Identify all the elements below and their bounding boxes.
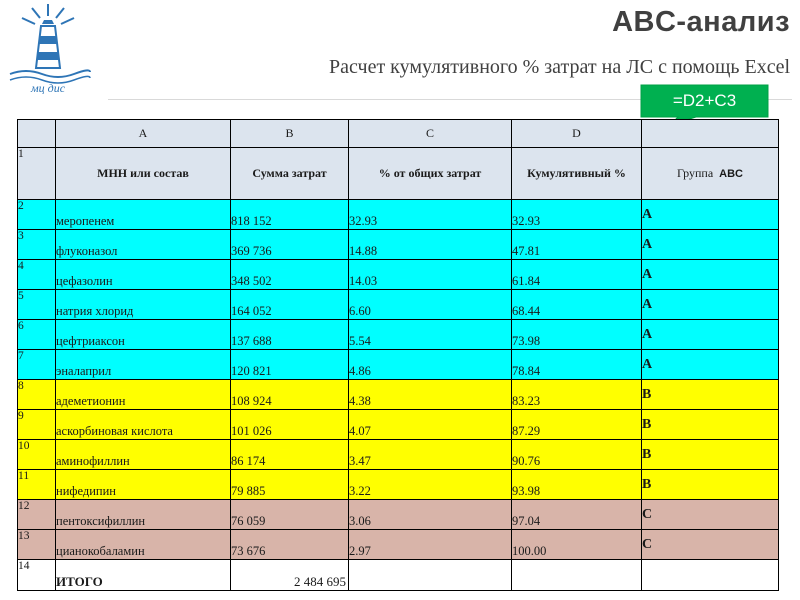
total-sum[interactable]: 2 484 695 <box>231 560 349 591</box>
cell-name[interactable]: цианокобаламин <box>56 530 231 560</box>
cell-pct[interactable]: 14.88 <box>349 230 512 260</box>
cell-group[interactable]: A <box>642 200 779 230</box>
cell-sum[interactable]: 101 026 <box>231 410 349 440</box>
table-row <box>18 290 779 320</box>
total-label[interactable]: ИТОГО <box>56 560 231 591</box>
cell-cum[interactable]: 47.81 <box>512 230 642 260</box>
cell-name[interactable]: адеметионин <box>56 380 231 410</box>
column-header[interactable] <box>18 120 56 148</box>
row-number[interactable]: 1 <box>18 148 56 200</box>
column-header-row <box>18 120 779 148</box>
header-group-prefix: Группа <box>676 166 714 180</box>
table-row <box>18 200 779 230</box>
cell-cum[interactable]: 100.00 <box>512 530 642 560</box>
cell-name[interactable]: флуконазол <box>56 230 231 260</box>
cell-pct[interactable]: 3.47 <box>349 440 512 470</box>
column-header[interactable] <box>642 120 779 148</box>
empty-cell[interactable] <box>512 560 642 591</box>
cell-cum[interactable]: 93.98 <box>512 470 642 500</box>
table-row <box>18 440 779 470</box>
cell-name[interactable]: цефтриаксон <box>56 320 231 350</box>
total-row <box>18 560 779 591</box>
cell-cum[interactable]: 83.23 <box>512 380 642 410</box>
field-header-row <box>18 148 779 200</box>
table-row <box>18 530 779 560</box>
cell-group[interactable]: B <box>642 470 779 500</box>
cell-cum[interactable]: 32.93 <box>512 200 642 230</box>
row-number[interactable]: 4 <box>18 260 56 290</box>
cell-sum[interactable]: 137 688 <box>231 320 349 350</box>
cell-name[interactable]: меропенем <box>56 200 231 230</box>
cell-sum[interactable]: 76 059 <box>231 500 349 530</box>
cell-pct[interactable]: 5.54 <box>349 320 512 350</box>
table-row <box>18 350 779 380</box>
table-row <box>18 380 779 410</box>
header-sum[interactable]: Сумма затрат <box>231 148 349 200</box>
header-mnn[interactable]: МНН или состав <box>56 148 231 200</box>
table-row <box>18 230 779 260</box>
column-header[interactable]: A <box>56 120 231 148</box>
cell-sum[interactable]: 120 821 <box>231 350 349 380</box>
cell-name[interactable]: нифедипин <box>56 470 231 500</box>
column-header[interactable]: C <box>349 120 512 148</box>
cell-name[interactable]: аминофиллин <box>56 440 231 470</box>
cell-sum[interactable]: 348 502 <box>231 260 349 290</box>
cell-sum[interactable]: 73 676 <box>231 530 349 560</box>
row-number[interactable]: 2 <box>18 200 56 230</box>
cell-group[interactable]: B <box>642 380 779 410</box>
cell-group[interactable]: A <box>642 230 779 260</box>
cell-group[interactable]: B <box>642 440 779 470</box>
table-row <box>18 410 779 440</box>
cell-pct[interactable]: 4.38 <box>349 380 512 410</box>
header-group-suffix: ABC <box>719 168 744 180</box>
logo-text: мц дис <box>30 81 66 94</box>
cell-pct[interactable]: 4.07 <box>349 410 512 440</box>
cell-name[interactable]: натрия хлорид <box>56 290 231 320</box>
row-number[interactable]: 13 <box>18 530 56 560</box>
cell-name[interactable]: пентоксифиллин <box>56 500 231 530</box>
column-header[interactable]: B <box>231 120 349 148</box>
cell-pct[interactable]: 14.03 <box>349 260 512 290</box>
cell-cum[interactable]: 78.84 <box>512 350 642 380</box>
cell-group[interactable]: C <box>642 500 779 530</box>
table-row <box>18 320 779 350</box>
cell-pct[interactable]: 32.93 <box>349 200 512 230</box>
cell-name[interactable]: аскорбиновая кислота <box>56 410 231 440</box>
row-number[interactable]: 11 <box>18 470 56 500</box>
cell-pct[interactable]: 6.60 <box>349 290 512 320</box>
empty-cell[interactable] <box>349 560 512 591</box>
row-number[interactable]: 3 <box>18 230 56 260</box>
abc-table <box>17 119 779 591</box>
empty-cell[interactable] <box>642 560 779 591</box>
table-row <box>18 500 779 530</box>
cell-group[interactable]: A <box>642 260 779 290</box>
cell-sum[interactable]: 86 174 <box>231 440 349 470</box>
slide-subtitle: Расчет кумулятивного % затрат на ЛС с помощь Excel <box>329 56 790 78</box>
row-number[interactable]: 5 <box>18 290 56 320</box>
cell-cum[interactable]: 61.84 <box>512 260 642 290</box>
row-number[interactable]: 12 <box>18 500 56 530</box>
slide-title: ABC-анализ <box>612 6 790 38</box>
cell-sum[interactable]: 164 052 <box>231 290 349 320</box>
cell-cum[interactable]: 87.29 <box>512 410 642 440</box>
table-row <box>18 470 779 500</box>
row-number[interactable]: 8 <box>18 380 56 410</box>
cell-pct[interactable]: 2.97 <box>349 530 512 560</box>
cell-cum[interactable]: 90.76 <box>512 440 642 470</box>
cell-group[interactable]: B <box>642 410 779 440</box>
cell-name[interactable]: цефазолин <box>56 260 231 290</box>
cell-group[interactable]: A <box>642 290 779 320</box>
lighthouse-logo <box>2 2 94 94</box>
cell-pct[interactable]: 3.22 <box>349 470 512 500</box>
cell-group[interactable]: A <box>642 320 779 350</box>
row-number[interactable]: 9 <box>18 410 56 440</box>
cell-group[interactable]: C <box>642 530 779 560</box>
cell-pct[interactable]: 4.86 <box>349 350 512 380</box>
cell-name[interactable]: эналаприл <box>56 350 231 380</box>
cell-group[interactable]: A <box>642 350 779 380</box>
table-row <box>18 260 779 290</box>
row-number[interactable]: 6 <box>18 320 56 350</box>
header-group[interactable] <box>642 148 779 200</box>
header-cum[interactable]: Кумулятивный % <box>512 148 642 200</box>
cell-sum[interactable]: 818 152 <box>231 200 349 230</box>
row-number[interactable]: 14 <box>18 560 56 591</box>
cell-sum[interactable]: 79 885 <box>231 470 349 500</box>
header-pct[interactable]: % от общих затрат <box>349 148 512 200</box>
cell-sum[interactable]: 108 924 <box>231 380 349 410</box>
formula-callout: =D2+C3 <box>672 91 737 110</box>
column-header[interactable]: D <box>512 120 642 148</box>
row-number[interactable]: 7 <box>18 350 56 380</box>
cell-cum[interactable]: 97.04 <box>512 500 642 530</box>
cell-pct[interactable]: 3.06 <box>349 500 512 530</box>
cell-cum[interactable]: 68.44 <box>512 290 642 320</box>
cell-cum[interactable]: 73.98 <box>512 320 642 350</box>
row-number[interactable]: 10 <box>18 440 56 470</box>
cell-sum[interactable]: 369 736 <box>231 230 349 260</box>
